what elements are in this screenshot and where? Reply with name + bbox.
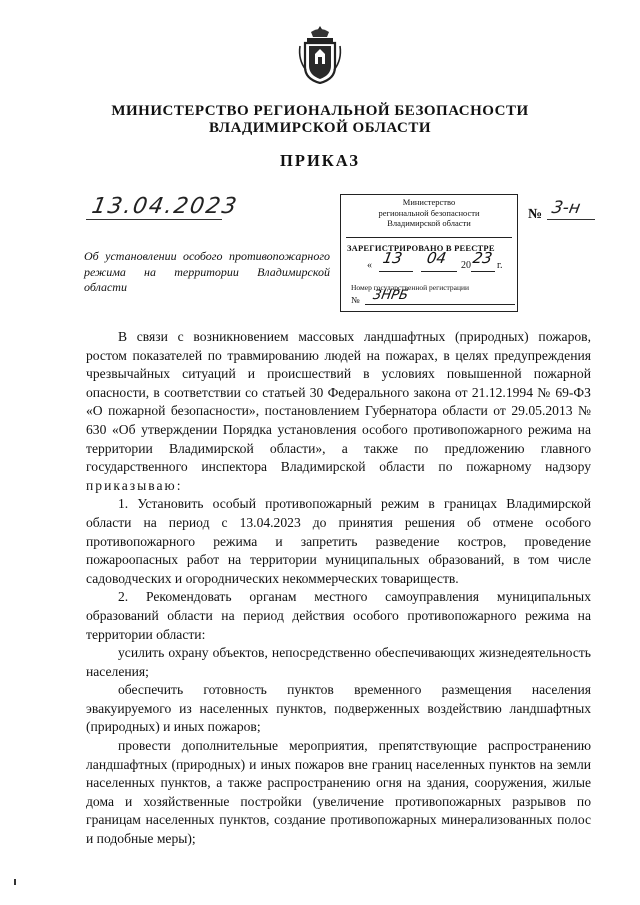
stamp-reg-number	[351, 288, 511, 307]
stamp-day: 13	[381, 249, 404, 267]
document-type-heading: ПРИКАЗ	[280, 151, 360, 170]
order-number-underline	[547, 219, 595, 220]
coat-of-arms-icon	[297, 24, 343, 84]
stamp-reg-number-value: 3НРБ	[371, 288, 410, 303]
stamp-date	[349, 249, 511, 273]
registration-stamp	[340, 194, 518, 312]
stamp-number-sign: №	[351, 295, 360, 305]
stamp-reg-number-underline	[365, 304, 515, 305]
order-number: 3-н	[550, 198, 582, 218]
body-paragraph-item2: 2. Рекомендовать органам местного самоуправления муниципальных образований области на период действия особого противопожарного режима на территории области:	[86, 589, 591, 642]
order-body	[86, 328, 591, 849]
page-margin-mark	[14, 879, 16, 885]
body-paragraph-subitem-readiness: обеспечить готовность пунктов временного размещения населения эвакуируемого из населенных пунктов, подверженных воздействию ландшафтных (природных) и иных пожаров;	[86, 682, 591, 735]
stamp-registered-label: ЗАРЕГИСТРИРОВАНО В РЕЕСТРЕ	[347, 243, 495, 253]
stamp-quote: «	[367, 260, 372, 271]
decree-word: приказываю:	[86, 477, 183, 493]
stamp-year-suffix: г.	[497, 260, 503, 271]
stamp-year-underline	[471, 271, 495, 272]
body-paragraph-subitem-measures: провести дополнительные мероприятия, препятствующие распространению ландшафтных (природных) и иных пожаров вне границ населенных пунктов на земли населенных пунктов, а также распространению огня на здания, сооружения, жилые дома и хозяйственные постройки (увеличение противопожарных разрывов по границам населенных пунктов, создание противопожарных минерализованных полос и подобные меры);	[86, 738, 591, 847]
order-subject: Об установлении особого противопожарного режима на территории Владимирской области	[84, 249, 330, 294]
stamp-reg-number-label: Номер государственной регистрации	[351, 283, 470, 292]
stamp-issuer-line2: региональной безопасности	[378, 207, 480, 218]
ministry-title-line2: ВЛАДИМИРСКОЙ ОБЛАСТИ	[209, 120, 431, 136]
stamp-issuer-line3: Владимирской области	[387, 218, 471, 228]
order-number-label: №	[528, 207, 543, 222]
body-paragraph-preamble	[86, 328, 591, 495]
body-paragraph-subitem-protection: усилить охрану объектов, непосредственно обеспечивающих жизнедеятельность населения;	[86, 645, 591, 679]
order-date-underline	[86, 219, 222, 220]
stamp-month-underline	[421, 271, 457, 272]
stamp-issuer-block	[346, 197, 512, 238]
order-date: 13.04.2023	[89, 194, 241, 219]
preamble-text: В связи с возникновением массовых ландшафтных (природных) пожаров, ростом показателей по травмированию людей на пожарах, в целях предупреждения чрезвычайных ситуаций и происшествий в условиях повышенной пожарной опасности, в соответствии со статьей 30 Федерального закона от 21.12.1994 № 69-ФЗ «О пожарной безопасности», постановлением Губернатора области от 29.05.2013 № 630 «Об утверждении Порядка установления особого противопожарного режима на территории Владимирской области», а также по предложению главного государственного инспектора Владимирской области по пожарному надзору	[86, 329, 591, 475]
stamp-year-prefix: 20	[461, 260, 471, 271]
stamp-day-underline	[379, 271, 413, 272]
ministry-title-line1: МИНИСТЕРСТВО РЕГИОНАЛЬНОЙ БЕЗОПАСНОСТИ	[111, 103, 529, 119]
stamp-year: 23	[471, 249, 494, 267]
stamp-issuer-line1: Министерство	[402, 197, 456, 207]
body-paragraph-item1: 1. Установить особый противопожарный режим в границах Владимирской области на период с 13.04.2023 до принятия решения об отмене особого противопожарного режима и запретить разведение костров, проведение пожароопасных работ на территории муниципальных образований, в том числе садоводческих и огороднических некоммерческих товариществ.	[86, 496, 591, 586]
stamp-month: 04	[425, 249, 448, 267]
